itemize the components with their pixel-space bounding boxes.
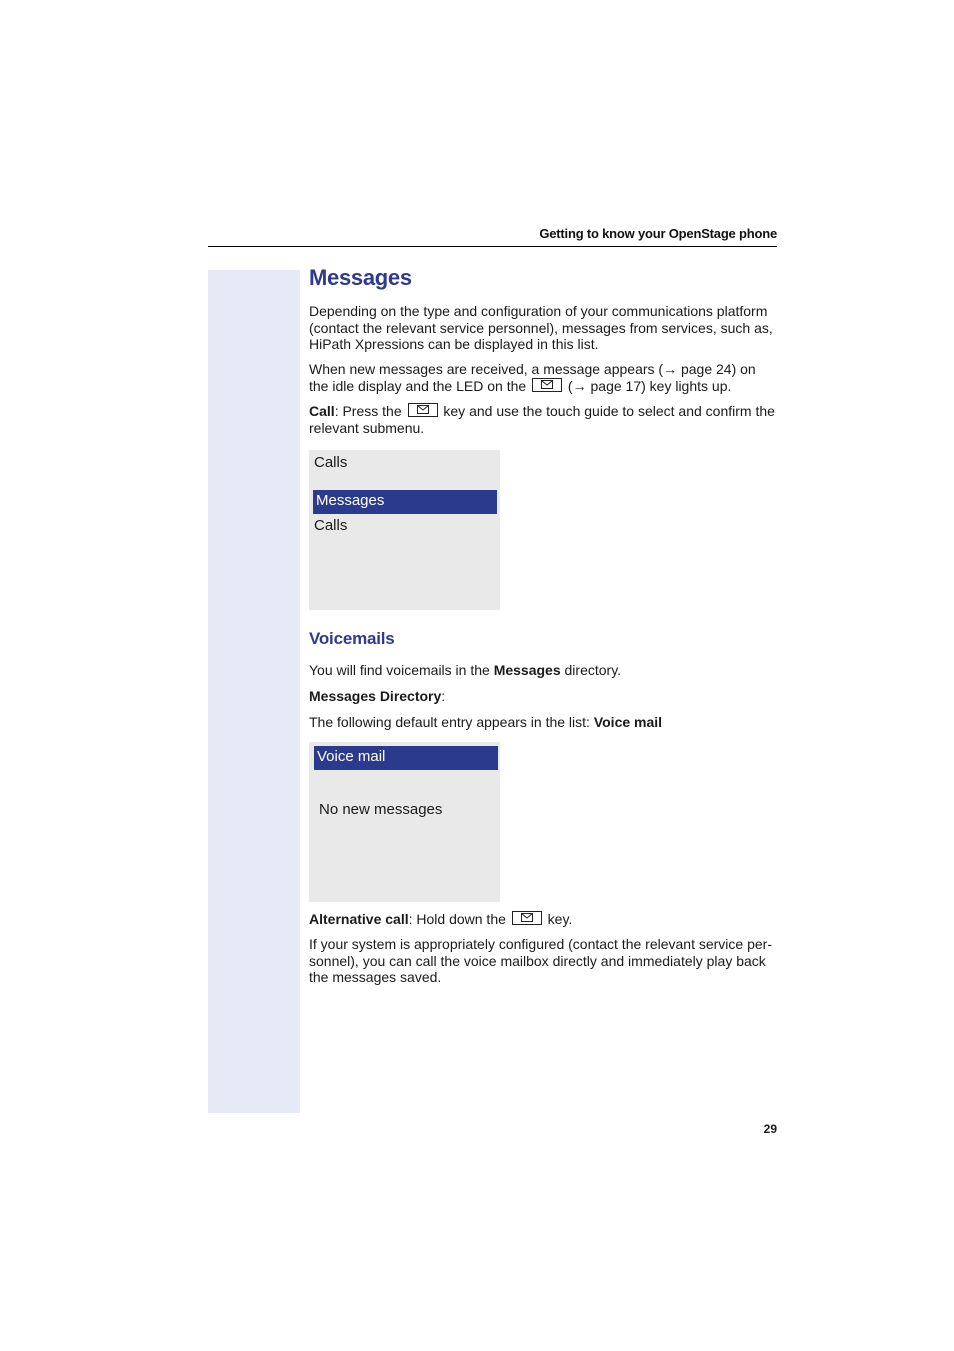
voicemail-status: No new messages [319,801,443,818]
default-entry-paragraph: The following default entry appears in the list: Voice mail [309,714,663,730]
menu-item-calls[interactable]: Calls [314,517,348,534]
intro-paragraph: Depending on the type and configuration of your communications platform (contact the relevant service personnel), messages from services, such as, HiPath Xpressions can be displayed in this list. [309,303,773,352]
display-screen-messages [309,450,500,610]
arrow-icon: → [663,361,678,377]
page-number: 29 [763,1122,777,1136]
alternative-call-paragraph: Alternative call: Hold down the key. [309,911,573,927]
running-header: Getting to know your OpenStage phone [539,226,777,241]
section-title: Messages [309,265,412,290]
menu-item-voice-mail[interactable]: Voice mail [314,746,498,770]
call-paragraph: Call: Press the key and use the touch guide to select and confirm the relevant submenu. [309,403,775,436]
subsection-title: Voicemails [309,629,395,648]
message-key-icon [408,403,438,417]
header-divider [208,246,777,247]
message-key-icon [512,911,542,925]
find-paragraph: You will find voicemails in the Messages directory. [309,662,622,678]
display-screen-voicemail [309,742,500,902]
margin-sidebar [208,270,300,1113]
directory-label: Messages Directory: [309,688,446,704]
mailbox-paragraph: If your system is appropriately configured (contact the relevant service per-sonnel), you can call the voice mailbox directly and immediately play back the messages saved. [309,936,772,985]
screen-title: Calls [314,454,348,471]
menu-item-messages[interactable]: Messages [313,490,497,514]
message-key-icon [532,378,562,392]
led-paragraph: When new messages are received, a message appears (→ page 24) on the idle display and the LED on the (→ page 17) key lights up. [309,361,756,394]
arrow-icon: → [572,377,587,394]
